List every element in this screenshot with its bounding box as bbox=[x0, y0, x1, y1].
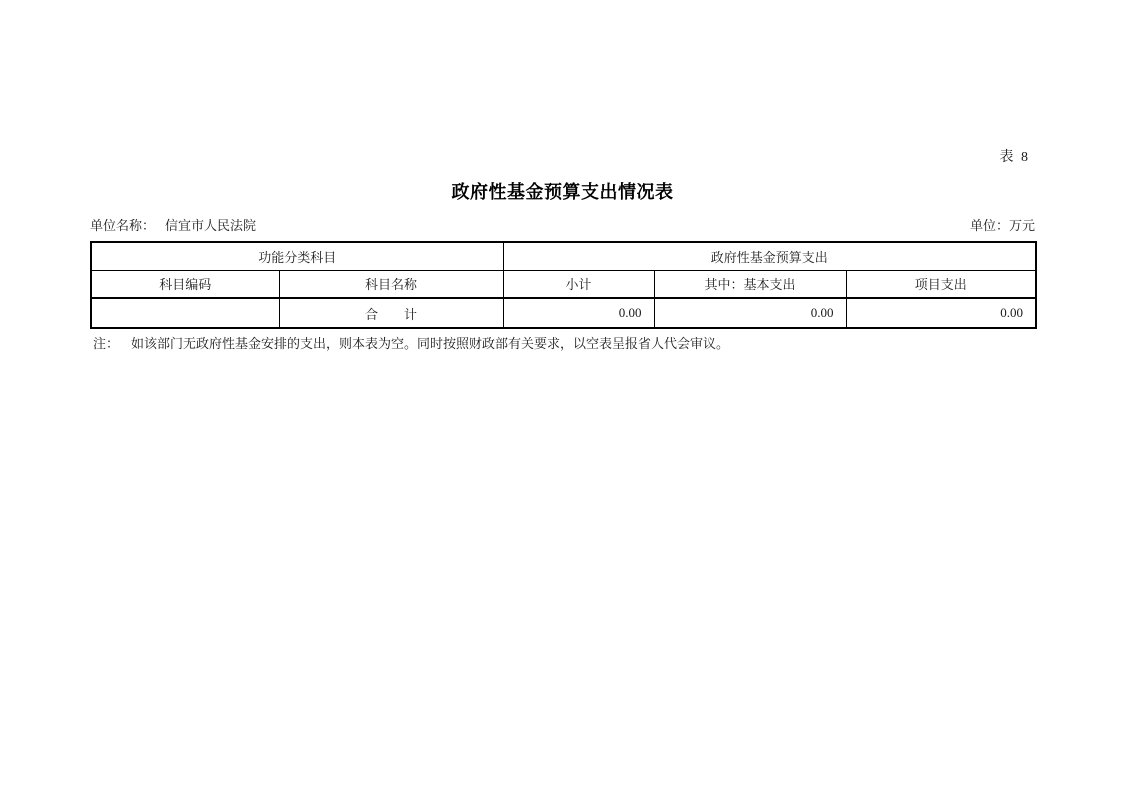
footnote bbox=[93, 333, 729, 352]
cell-project-expenditure: 0.00 bbox=[846, 298, 1036, 328]
footnote-label: 注： bbox=[93, 336, 120, 351]
col-header-project-expenditure: 项目支出 bbox=[846, 270, 1036, 298]
info-row bbox=[90, 215, 1035, 234]
unit-name-label: 单位名称： bbox=[90, 218, 156, 233]
header-fund-budget-expenditure: 政府性基金预算支出 bbox=[503, 242, 1036, 270]
header-group-row bbox=[91, 242, 1036, 270]
col-header-basic-expenditure: 其中：基本支出 bbox=[654, 270, 846, 298]
table-row-total bbox=[91, 298, 1036, 328]
col-header-subject-name: 科目名称 bbox=[279, 270, 503, 298]
header-functional-classification: 功能分类科目 bbox=[91, 242, 503, 270]
unit-name-value: 信宜市人民法院 bbox=[165, 218, 257, 233]
budget-table-header bbox=[91, 242, 1036, 298]
col-header-subtotal: 小计 bbox=[503, 270, 654, 298]
col-header-subject-code: 科目编码 bbox=[91, 270, 279, 298]
cell-basic-expenditure: 0.00 bbox=[654, 298, 846, 328]
page-title: 政府性基金预算支出情况表 bbox=[451, 182, 674, 202]
budget-table-body bbox=[91, 298, 1036, 328]
column-header-row bbox=[91, 270, 1036, 298]
table-number-label: 表 8 bbox=[999, 150, 1030, 165]
cell-subject-code bbox=[91, 298, 279, 328]
footnote-text: 如该部门无政府性基金安排的支出，则本表为空。同时按照财政部有关要求，以空表呈报省人代会审议。 bbox=[131, 336, 730, 351]
cell-subtotal: 0.00 bbox=[503, 298, 654, 328]
unit-name bbox=[90, 215, 256, 234]
currency-unit-label: 单位：万元 bbox=[969, 218, 1035, 233]
cell-subject-name: 合 计 bbox=[279, 298, 503, 328]
document-page bbox=[90, 0, 1035, 793]
budget-table bbox=[90, 241, 1037, 329]
